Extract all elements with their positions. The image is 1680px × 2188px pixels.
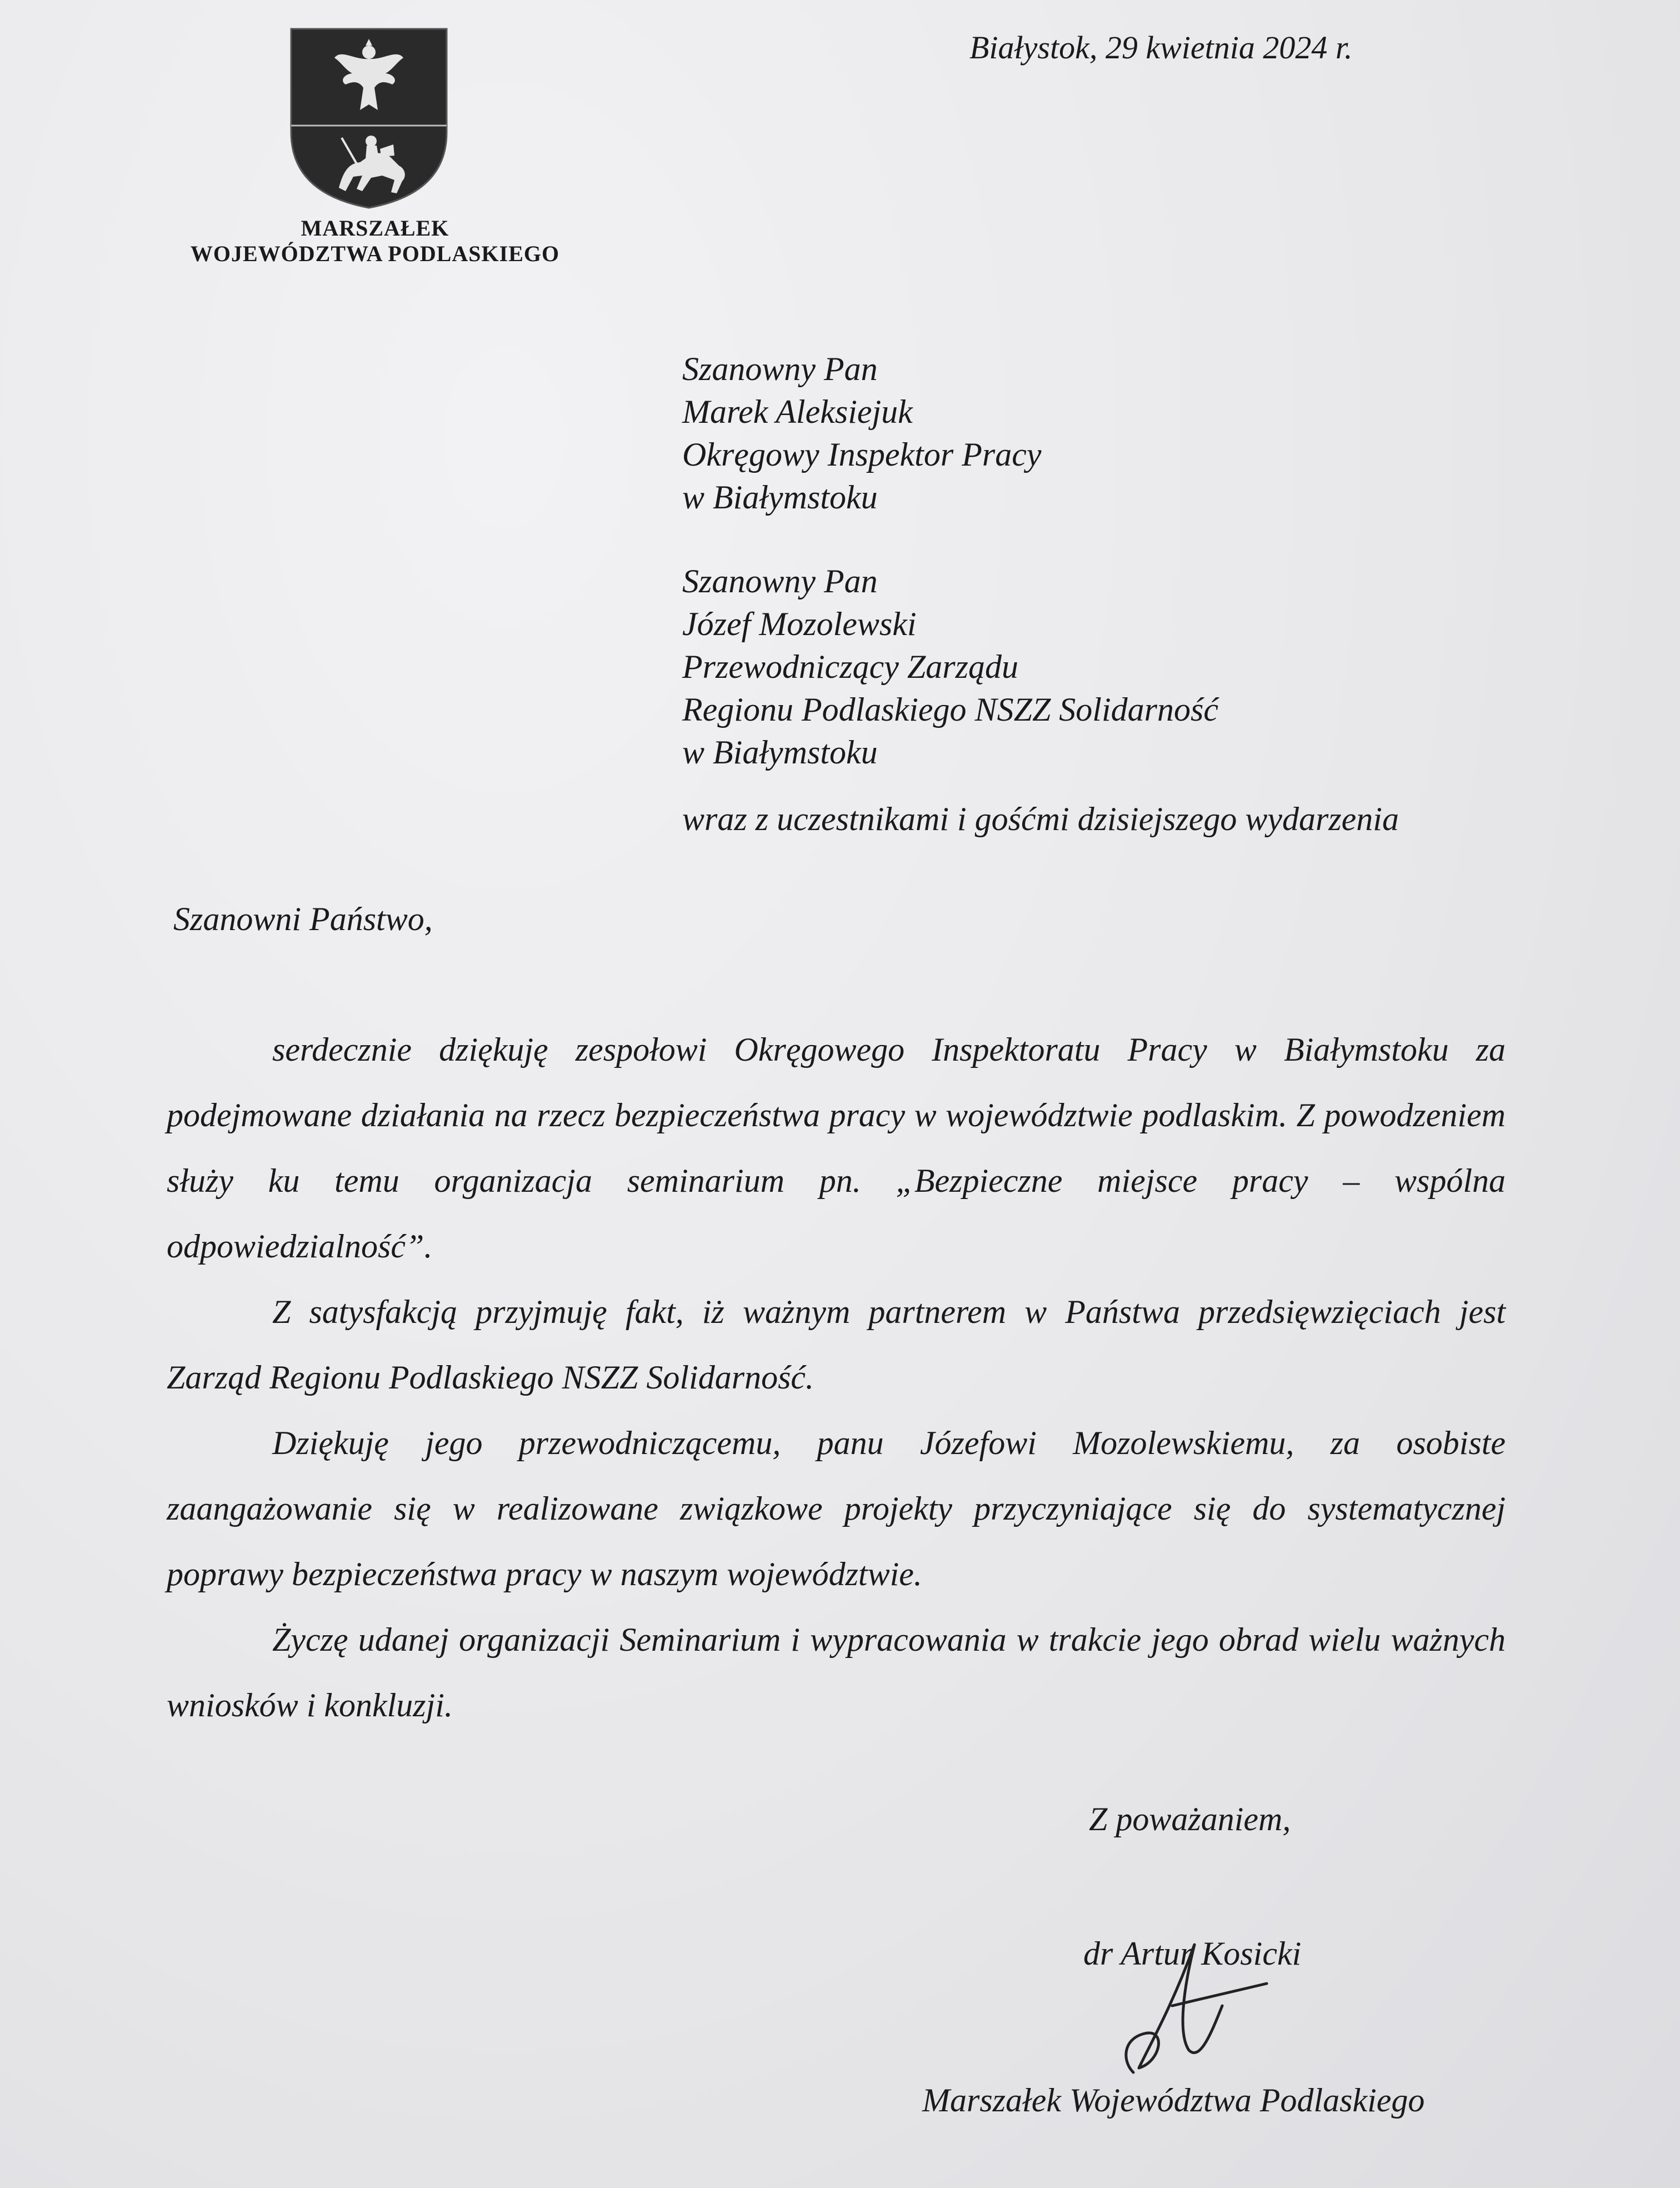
recipient1-line3: Okręgowy Inspektor Pracy bbox=[682, 436, 1042, 473]
office-header bbox=[139, 216, 611, 267]
signer-role: Marszałek Województwa Podlaskiego bbox=[922, 2082, 1425, 2119]
recipient1-line4: w Białymstoku bbox=[682, 479, 878, 516]
recipient2-line3: Przewodniczący Zarządu bbox=[682, 648, 1018, 685]
body-paragraph-4: Życzę udanej organizacji Seminarium i wypracowania w trakcie jego obrad wielu ważnych wniosków i konkluzji. bbox=[167, 1621, 1506, 1724]
office-header-line1: MARSZAŁEK bbox=[301, 216, 449, 241]
closing-phrase: Z poważaniem, bbox=[1089, 1801, 1291, 1837]
office-header-line2: WOJEWÓDZTWA PODLASKIEGO bbox=[190, 241, 560, 266]
podlaskie-coat-of-arms-icon bbox=[288, 27, 450, 210]
recipient-block-2 bbox=[682, 560, 1218, 774]
handwritten-signature bbox=[1100, 1922, 1278, 2089]
body-paragraph-3: Dziękuję jego przewodniczącemu, panu Józefowi Mozolewskiemu, za osobiste zaangażowanie się w realizowane związkowe projekty przyczyniające się do systematycznej poprawy bezpieczeństwa pracy w naszym województwie. bbox=[167, 1425, 1506, 1592]
recipient2-line1: Szanowny Pan bbox=[682, 563, 878, 600]
guests-line: wraz z uczestnikami i gośćmi dzisiejszego wydarzenia bbox=[682, 801, 1399, 837]
recipient2-line2: Józef Mozolewski bbox=[682, 606, 917, 642]
letter-body bbox=[167, 1017, 1506, 1738]
recipient1-line2: Marek Aleksiejuk bbox=[682, 393, 913, 430]
recipient-block-1 bbox=[682, 348, 1041, 519]
salutation: Szanowni Państwo, bbox=[173, 901, 433, 937]
signer-name: dr Artur Kosicki bbox=[1083, 1935, 1302, 1972]
letter-date: Białystok, 29 kwietnia 2024 r. bbox=[969, 29, 1353, 66]
body-paragraph-1: serdecznie dziękuję zespołowi Okręgowego Inspektoratu Pracy w Białymstoku za podejmowane działania na rzecz bezpieczeństwa pracy w województwie podlaskim. Z powodzeniem służy ku temu organizacja seminarium pn. „Bezpieczne miejsce pracy – wspólna odpowiedzialność”. bbox=[167, 1031, 1506, 1265]
recipient2-line4: Regionu Podlaskiego NSZZ Solidarność bbox=[682, 691, 1218, 728]
body-paragraph-2: Z satysfakcją przyjmuję fakt, iż ważnym partnerem w Państwa przedsięwzięciach jest Zarząd Regionu Podlaskiego NSZZ Solidarność. bbox=[167, 1293, 1506, 1396]
recipient2-line5: w Białymstoku bbox=[682, 734, 878, 771]
recipient1-line1: Szanowny Pan bbox=[682, 351, 878, 387]
